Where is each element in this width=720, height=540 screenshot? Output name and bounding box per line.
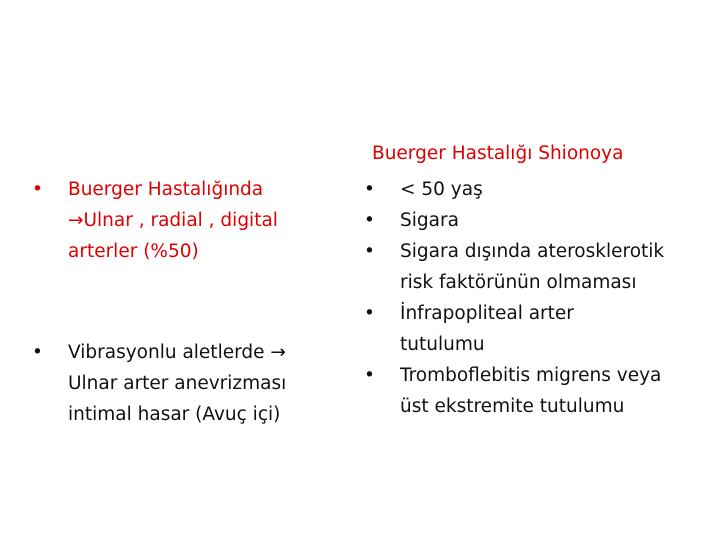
list-item: [364, 360, 704, 422]
left-bullet-list-top: [32, 174, 322, 267]
list-item-line: Sigara dışında aterosklerotik: [400, 241, 665, 262]
list-item-line: üst ekstremite tutulumu: [400, 396, 625, 417]
left-bullet-list-bottom: [32, 337, 332, 430]
bullet-icon: •: [364, 303, 375, 324]
right-column-title: Buerger Hastalığı Shionoya: [372, 143, 624, 164]
list-item-line: arterler (%50): [68, 241, 199, 262]
bullet-icon: •: [32, 179, 43, 200]
bullet-icon: •: [364, 179, 375, 200]
list-item-line: tutulumu: [400, 334, 485, 355]
list-item-line: intimal hasar (Avuç içi): [68, 404, 281, 425]
bullet-icon: •: [364, 210, 375, 231]
list-item-line: < 50 yaş: [400, 179, 483, 200]
list-item: [364, 205, 704, 236]
list-item-line: risk faktörünün olmaması: [400, 272, 637, 293]
list-item: [364, 236, 704, 298]
list-item-line: →Ulnar , radial , digital: [68, 210, 278, 231]
list-item-line: Sigara: [400, 210, 459, 231]
list-item-line: İnfrapopliteal arter: [400, 303, 574, 324]
bullet-icon: •: [32, 342, 43, 363]
list-item-line: Vibrasyonlu aletlerde →: [68, 342, 286, 363]
list-item-line: Tromboflebitis migrens veya: [400, 365, 662, 386]
list-item: [364, 174, 704, 205]
list-item: [32, 174, 322, 267]
list-item-line: Ulnar arter anevrizması: [68, 373, 287, 394]
bullet-icon: •: [364, 365, 375, 386]
bullet-icon: •: [364, 241, 375, 262]
list-item-line: Buerger Hastalığında: [68, 179, 264, 200]
right-bullet-list: [364, 174, 704, 422]
list-item: [364, 298, 704, 360]
list-item: [32, 337, 332, 430]
